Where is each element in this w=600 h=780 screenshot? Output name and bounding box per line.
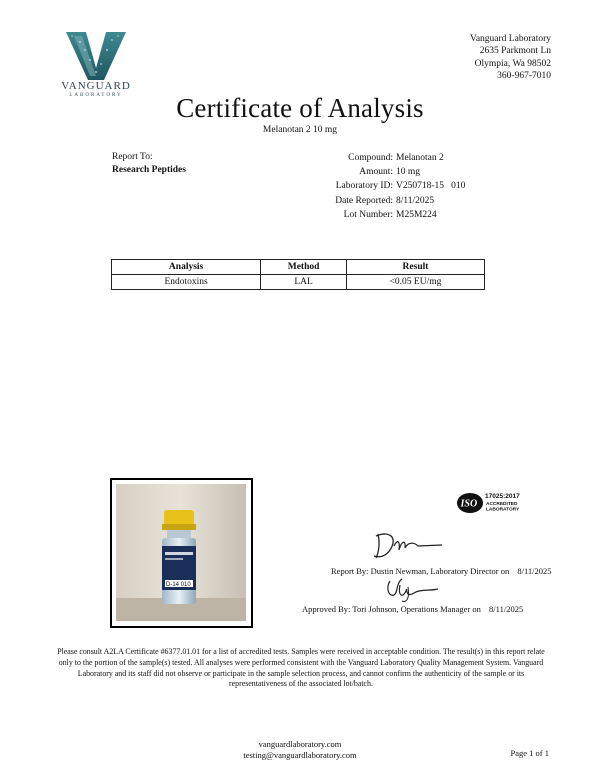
approved-by-line [302, 604, 523, 614]
column-header-method: Method [261, 260, 347, 275]
detail-value: 8/11/2025 [396, 195, 435, 206]
document-title: Certificate of Analysis [176, 93, 424, 123]
sample-photo [110, 478, 253, 628]
lab-name: Vanguard Laboratory [470, 34, 551, 44]
iso-standard: 17025:2017 [485, 493, 520, 500]
iso-badge-text: ISO [460, 498, 478, 510]
signature-tori-johnson [380, 573, 450, 608]
footer-email[interactable]: testing@vanguardlaboratory.com [243, 750, 357, 760]
detail-value: V250718-15 010 [396, 181, 466, 192]
vial-label-text: D-14 010 [166, 582, 191, 588]
lab-address-line1: 2635 Parkmont Ln [479, 46, 551, 57]
footer-website[interactable]: vanguardlaboratory.com [258, 739, 342, 749]
detail-value: M25M224 [396, 209, 437, 220]
logo-wordmark: VANGUARD [61, 80, 131, 92]
column-header-result: Result [346, 260, 484, 275]
report-by-text: Report By: Dustin Newman, Laboratory Director on [331, 566, 510, 576]
cell-method: LAL [261, 275, 347, 290]
cell-result: <0.05 EU/mg [346, 275, 484, 290]
lab-address-line2: Olympia, Wa 98502 [474, 58, 551, 69]
report-by-date: 8/11/2025 [517, 566, 552, 576]
iso-accreditation-badge [456, 491, 528, 520]
report-to-block [112, 151, 186, 177]
detail-label: Lot Number: [343, 209, 393, 220]
logo-subtext: LABORATORY [69, 93, 123, 98]
column-header-analysis: Analysis [112, 260, 261, 275]
document-subtitle: Melanotan 2 10 mg [262, 125, 338, 135]
detail-label: Date Reported: [335, 195, 393, 206]
iso-accredited-text: ACCREDITED [486, 502, 518, 507]
approved-by-date: 8/11/2025 [489, 604, 524, 614]
lab-phone: 360-967-7010 [497, 71, 551, 82]
vial-image [112, 480, 250, 625]
iso-laboratory-text: LABORATORY [486, 507, 520, 513]
detail-value: 10 mg [396, 167, 421, 178]
detail-label: Amount: [359, 167, 393, 178]
table-row [112, 275, 485, 290]
results-table [111, 259, 485, 290]
signature-dustin-newman [370, 528, 450, 567]
detail-label: Compound: [348, 153, 393, 163]
disclaimer-text: Please consult A2LA Certificate #6377.01.01 for a list of accredited tests. Samples were received in acceptable condition. The result(s) in this report relate only to the portion of the sample(s) tested. All analyses were performed consistent with the Vanguard Laboratory Quality Management System. Vanguard Laboratory and its staff did not observe or participate in the sample selection process, and cannot confirm the authenticity of the sample or its representativeness of the associated lot/batch. [57, 647, 545, 689]
cell-analysis: Endotoxins [112, 275, 261, 290]
vanguard-logo [52, 30, 140, 102]
report-to-label: Report To: [112, 152, 153, 162]
report-to-name: Research Peptides [112, 165, 186, 175]
page-number: Page 1 of 1 [510, 748, 549, 758]
approved-by-text: Approved By: Tori Johnson, Operations Manager on [302, 604, 481, 614]
results-header-row [112, 260, 485, 275]
iso-badge-icon [456, 491, 528, 515]
lab-address-block [470, 33, 551, 83]
detail-value: Melanotan 2 [396, 153, 444, 163]
detail-label: Laboratory ID: [335, 181, 393, 192]
